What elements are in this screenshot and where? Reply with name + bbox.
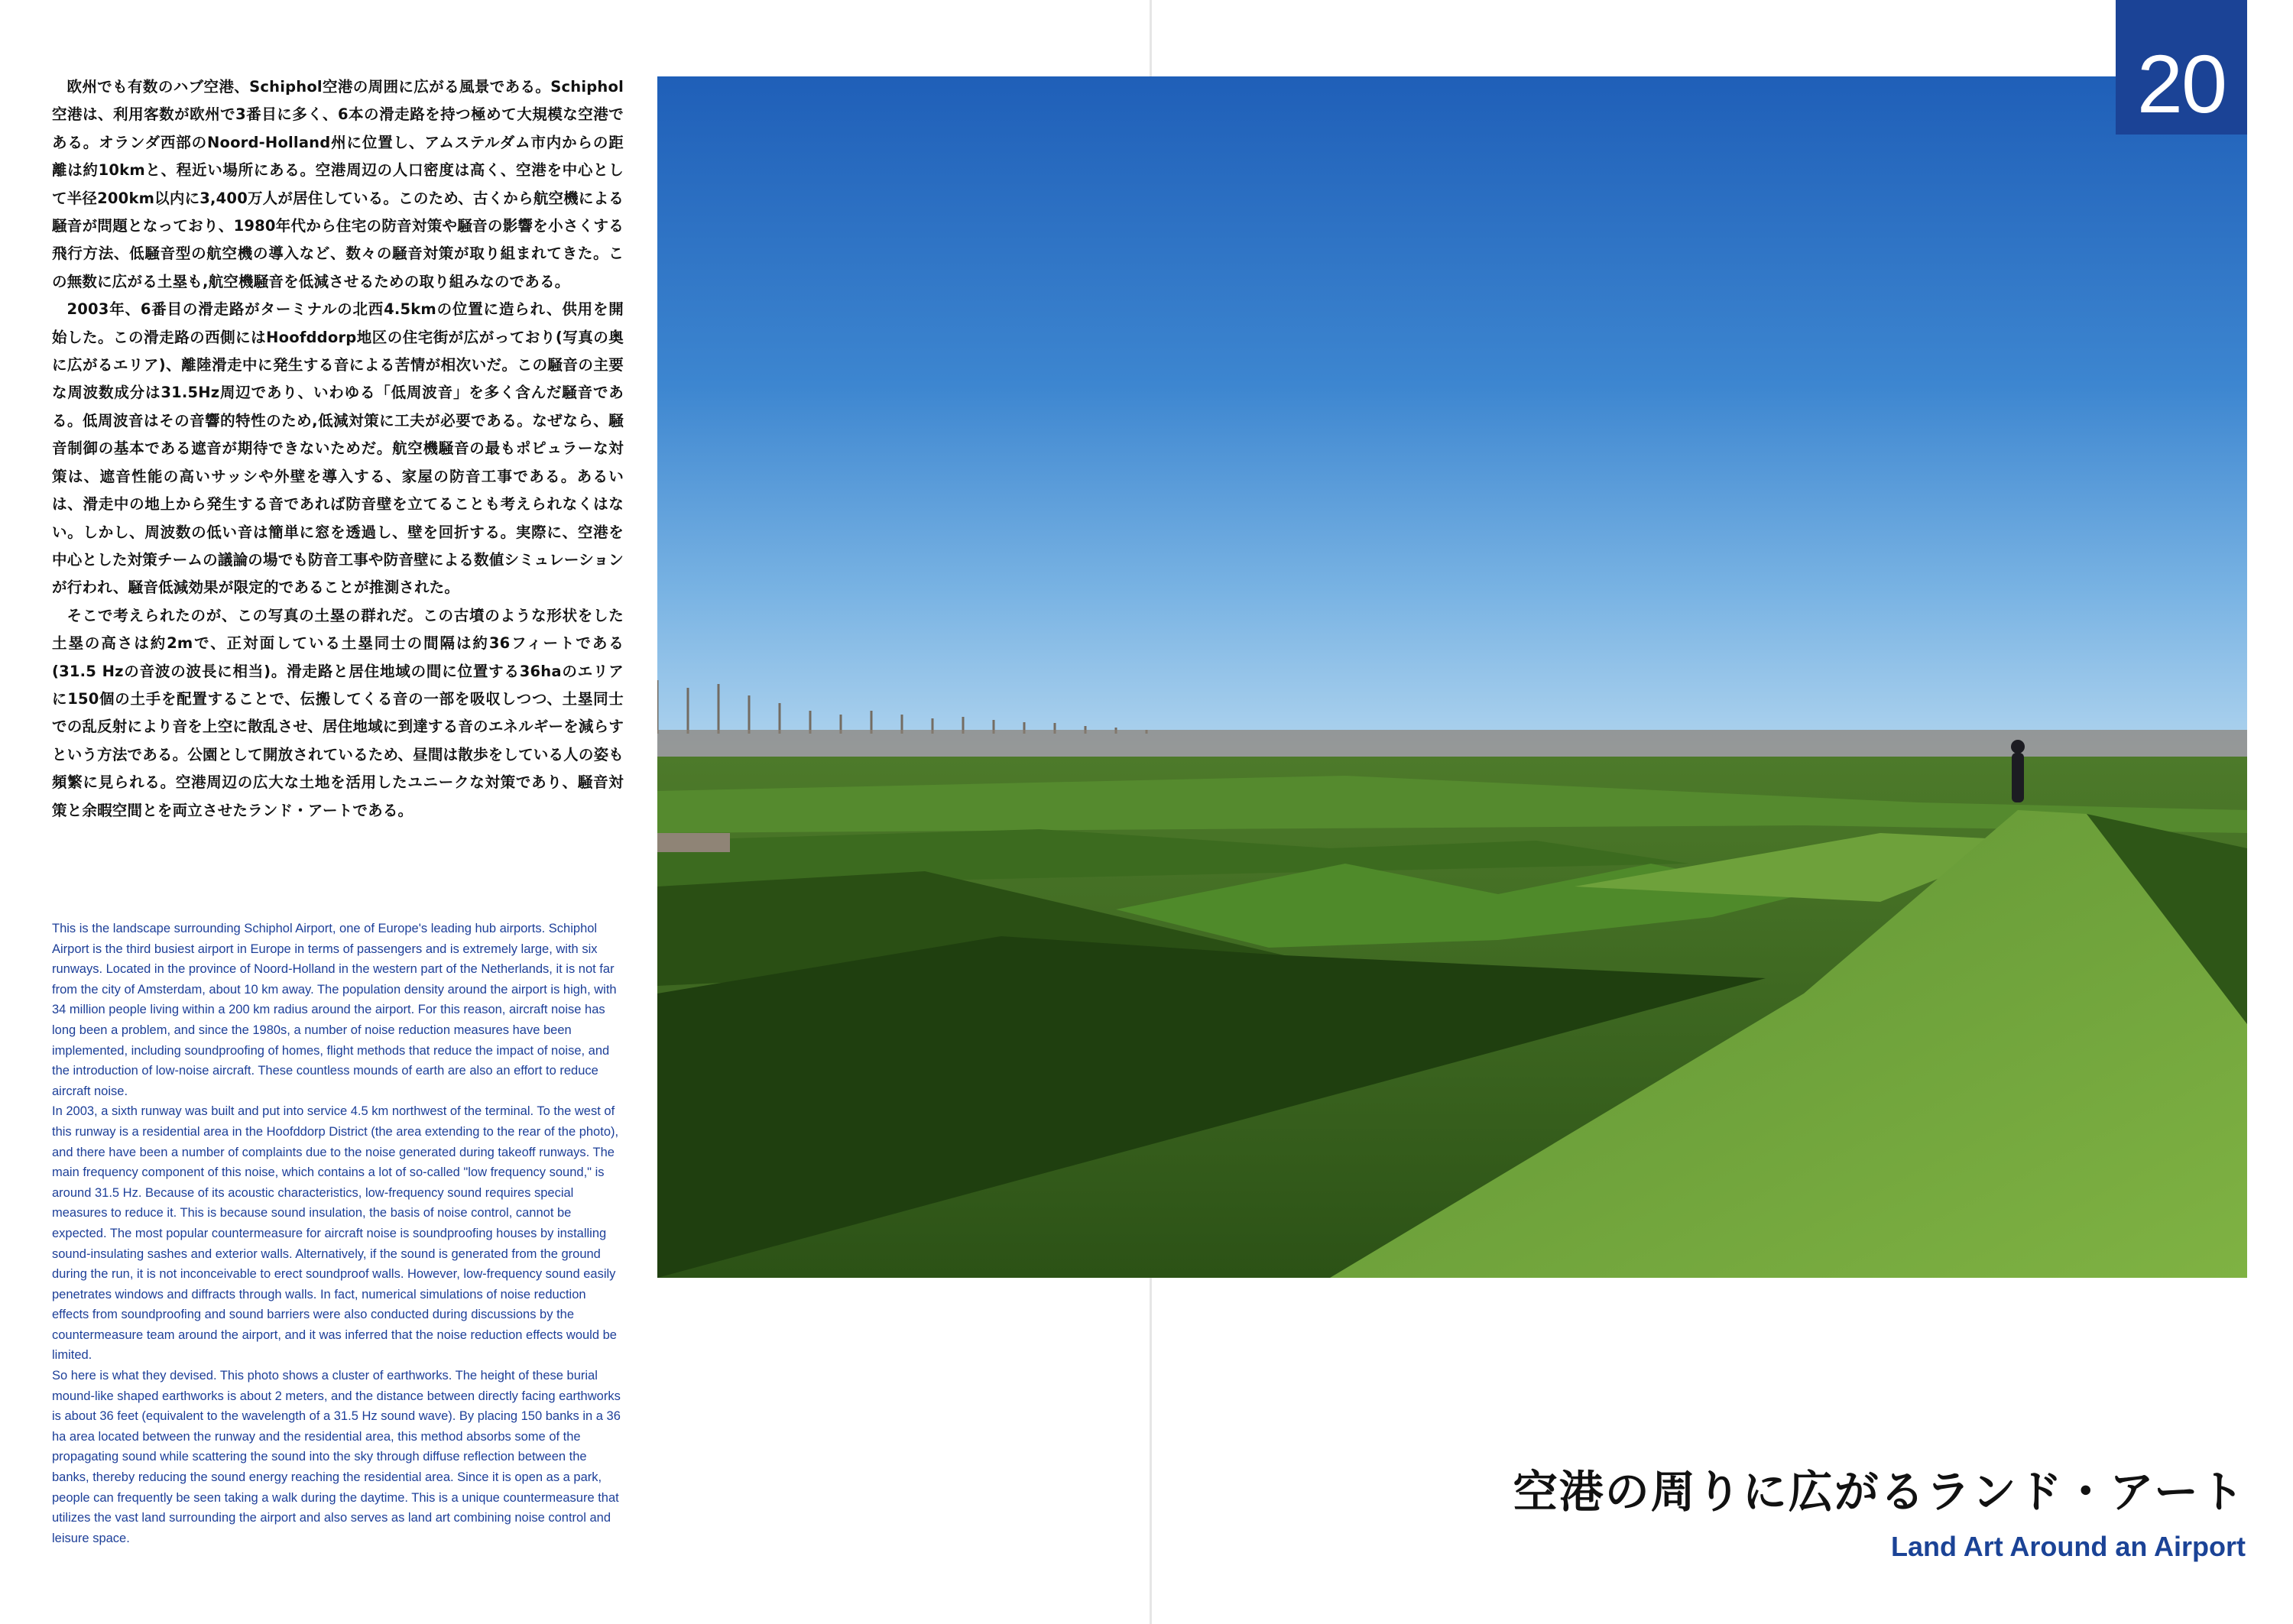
sky: [657, 76, 2247, 764]
landscape-photo-icon: [657, 76, 2247, 1278]
jp-paragraph-2: 2003年、6番目の滑走路がターミナルの北西4.5kmの位置に造られ、供用を開始した。この滑走路の西側にはHoofddorp地区の住宅街が広がっており(写真の奥に広がるエリア)、離陸滑走中に発生する音による苦情が相次いだ。この騒音の主要な周波数成分は31.5Hz周辺であり、いわゆる「低周波音」を多く含んだ騒音である。低周波音はその音響的特性のため,低減対策に工夫が必要である。なぜなら、騒音制御の基本である遮音が期待できないためだ。航空機騒音の最もポピュラーな対策は、遮音性能の高いサッシや外壁を導入する、家屋の防音工事である。あるいは、滑走中の地上から発生する音であれば防音壁を立てることも考えられなくはない。しかし、周波数の低い音は簡単に窓を透過し、壁を回折する。実際に、空港を中心とした対策チームの議論の場でも防音工事や防音壁による数値シミュレーションが行われ、騒音低減効果が限定的であることが推測された。: [52, 300, 624, 597]
english-body-text: [52, 919, 624, 1548]
en-paragraph-2: In 2003, a sixth runway was built and put into service 4.5 km northwest of the terminal. To the west of this runway is a residential area in the Hoofddorp District (the area extending to the rear of the photo), and there have been a number of complaints due to the noise generated during takeoff runways. The main frequency component of this noise, which contains a lot of so-called "low frequency sound," is around 31.5 Hz. Because of its acoustic characteristics, low-frequency sound requires special measures to reduce it. This is because sound insulation, the basis of noise control, cannot be expected. The most popular countermeasure for aircraft noise is soundproofing houses by installing sound-insulating sashes and exterior walls. Alternatively, if the sound is generated from the ground during the run, it is not inconceivable to erect soundproof walls. However, low-frequency sound easily penetrates windows and diffracts through walls. In fact, numerical simulations of noise reduction effects from soundproofing and sound barriers were also conducted during discussions by the countermeasure team around the airport, and it was inferred that the noise reduction effects would be limited.: [52, 1104, 619, 1363]
jp-paragraph-1: 欧州でも有数のハブ空港、Schiphol空港の周囲に広がる風景である。Schiphol空港は、利用客数が欧州で3番目に多く、6本の滑走路を持つ極めて大規模な空港である。オランダ西部のNoord-Holland州に位置し、アムステルダム市内からの距離は約10kmと、程近い場所にある。空港周辺の人口密度は高く、空港を中心として半径200km以内に3,400万人が居住している。このため、古くから航空機による騒音が問題となっており、1980年代から住宅の防音対策や騒音の影響を小さくする飛行方法、低騒音型の航空機の導入など、数々の騒音対策が取り組まれてきた。この無数に広がる土塁も,航空機騒音を低減させるための取り組みなのである。: [52, 78, 624, 290]
footbridge: [657, 833, 730, 852]
horizon-trees: [657, 730, 2247, 760]
page-number-badge: 20: [2116, 0, 2247, 135]
person-figure: [2011, 740, 2025, 802]
en-paragraph-3: So here is what they devised. This photo shows a cluster of earthworks. The height of these burial mound-like shaped earthworks is about 2 meters, and the distance between directly facing earthworks is about 36 feet (equivalent to the wavelength of a 31.5 Hz sound wave). By placing 150 banks in a 36 ha area located between the runway and the residential area, this method absorbs some of the propagating sound while scattering the sound into the sky through diffuse reflection between the banks, thereby reducing the sound energy reaching the residential area. Since it is open as a park, people can frequently be seen taking a walk during the daytime. This is a unique countermeasure that utilizes the vast land surrounding the airport and also serves as land art combining noise control and leisure space.: [52, 1369, 621, 1545]
japanese-body-text: [52, 73, 624, 825]
landscape-photo: [657, 76, 2247, 1278]
en-paragraph-1: This is the landscape surrounding Schiphol Airport, one of Europe's leading hub airports. Schiphol Airport is the third busiest airport in Europe in terms of passengers and is extremely large, with six runways. Located in the province of Noord-Holland in the western part of the Netherlands, it is not far from the city of Amsterdam, about 10 km away. The population density around the airport is high, with 34 million people living within a 200 km radius around the airport. For this reason, aircraft noise has long been a problem, and since the 1980s, a number of noise reduction measures have been implemented, including soundproofing of homes, flight methods that reduce the impact of noise, and the introduction of low-noise aircraft. These countless mounds of earth are also an effort to reduce aircraft noise.: [52, 922, 617, 1098]
title-japanese: 空港の周りに広がるランド・アート: [1513, 1466, 2246, 1518]
jp-paragraph-3: そこで考えられたのが、この写真の土塁の群れだ。この古墳のような形状をした土塁の高さは約2mで、正対面している土塁同士の間隔は約36フィートである(31.5 Hzの音波の波長に相当)。滑走路と居住地域の間に位置する36haのエリアに150個の土手を配置することで、伝搬してくる音の一部を吸収しつつ、土塁同士での乱反射により音を上空に散乱させ、居住地域に到達する音のエネルギーを減らすという方法である。公園として開放されているため、昼間は散歩をしている人の姿も頻繁に見られる。空港周辺の広大な土地を活用したユニークな対策であり、騒音対策と余暇空間とを両立させたランド・アートである。: [52, 606, 624, 819]
title-english: Land Art Around an Airport: [1891, 1531, 2246, 1562]
